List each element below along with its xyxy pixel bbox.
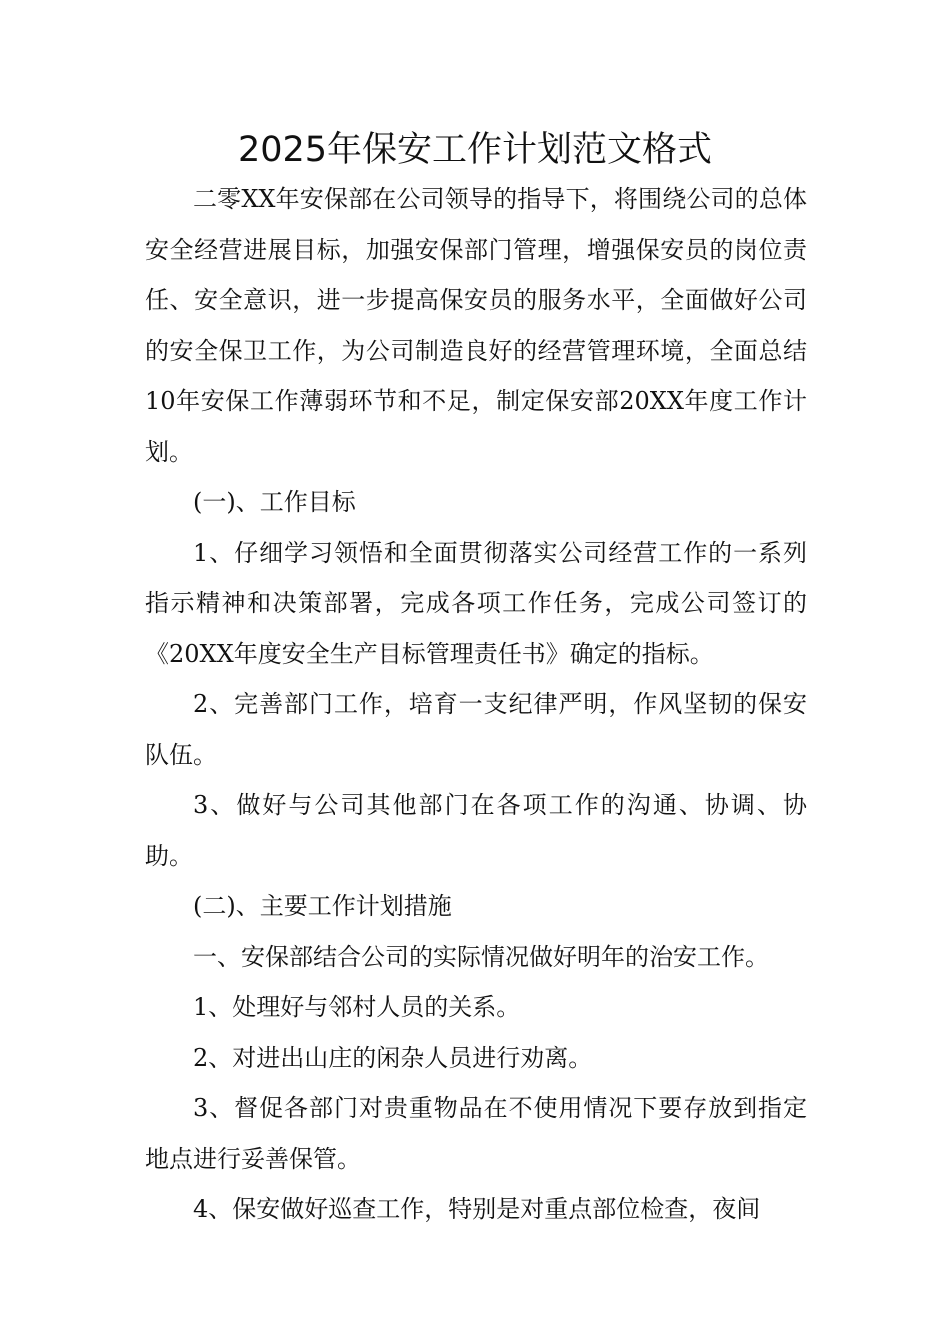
paragraph-measure-heading: 一、安保部结合公司的实际情况做好明年的治安工作。 bbox=[193, 942, 769, 971]
paragraph-measure-1: 1、处理好与邻村人员的关系。 bbox=[193, 993, 521, 1021]
paragraph-goal-3: 3、做好与公司其他部门在各项工作的沟通、协调、协助。 bbox=[145, 791, 807, 870]
document-title: 2025年保安工作计划范文格式 bbox=[237, 130, 713, 170]
paragraph-measure-2: 2、对进出山庄的闲杂人员进行劝离。 bbox=[193, 1043, 593, 1072]
section-heading-goals: (一)、工作目标 bbox=[193, 488, 356, 516]
paragraph-goal-2: 2、完善部门工作，培育一支纪律严明，作风坚韧的保安队伍。 bbox=[145, 690, 807, 769]
paragraph-measure-4: 4、保安做好巡查工作，特别是对重点部位检查，夜间 bbox=[193, 1195, 761, 1223]
paragraph-goal-1: 1、仔细学习领悟和全面贯彻落实公司经营工作的一系列指示精神和决策部署，完成各项工作任务，完成公司签订的《20XX年度安全生产目标管理责任书》确定的指标。 bbox=[145, 538, 807, 668]
paragraph-measure-3: 3、督促各部门对贵重物品在不使用情况下要存放到指定地点进行妥善保管。 bbox=[145, 1094, 807, 1173]
document-body bbox=[145, 174, 807, 1235]
paragraph-intro: 二零XX年安保部在公司领导的指导下，将围绕公司的总体安全经营进展目标，加强安保部门管理，增强保安员的岗位责任、安全意识，进一步提高保安员的服务水平，全面做好公司的安全保卫工作，为公司制造良好的经营管理环境，全面总结10年安保工作薄弱环节和不足，制定保安部20XX年度工作计划。 bbox=[145, 185, 807, 466]
section-heading-measures: (二)、主要工作计划措施 bbox=[193, 892, 452, 920]
